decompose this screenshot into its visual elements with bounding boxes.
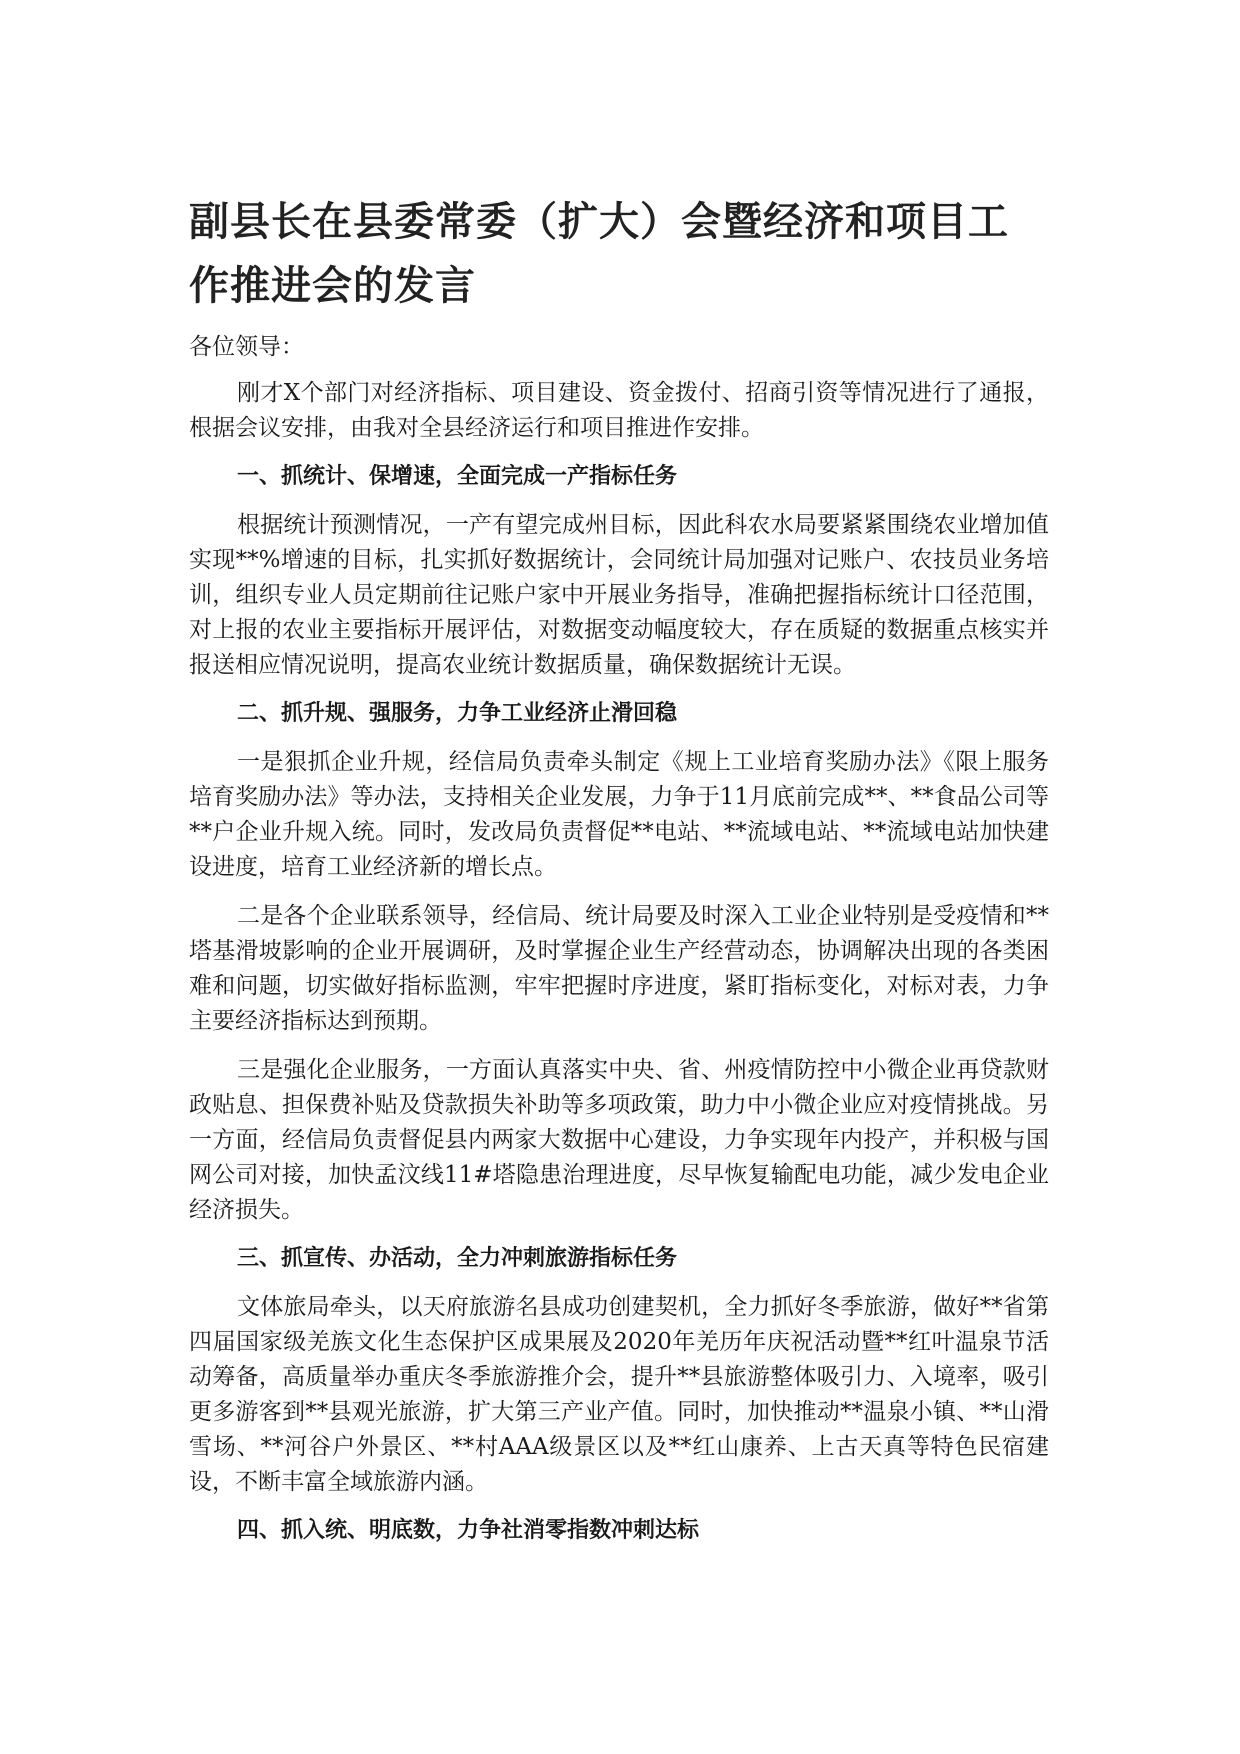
section-2-heading: 二、抓升规、强服务，力争工业经济止滑回稳 (237, 701, 678, 726)
section-2-paragraph-1: 一是狠抓企业升规，经信局负责牵头制定《规上工业培育奖励办法》《限上服务培育奖励办法》等办法，支持相关企业发展，力争于11月底前完成**、**食品公司等**户企业升规入统。同时，发改局负责督促**电站、**流域电站、**流域电站加快建设进度，培育工业经济新的增长点。 (189, 749, 1049, 880)
section-3-paragraph-1: 文体旅局牵头，以天府旅游名县成功创建契机，全力抓好冬季旅游，做好**省第四届国家级羌族文化生态保护区成果展及2020年羌历年庆祝活动暨**红叶温泉节活动筹备，高质量举办重庆冬季旅游推介会，提升**县旅游整体吸引力、入境率，吸引更多游客到**县观光旅游，扩大第三产业产值。同时，加快推动**温泉小镇、**山滑雪场、**河谷户外景区、**村AAA级景区以及**红山康养、上古天真等特色民宿建设，不断丰富全域旅游内涵。 (189, 1294, 1049, 1495)
document-page (189, 190, 1049, 1562)
intro-paragraph: 刚才X个部门对经济指标、项目建设、资金拨付、招商引资等情况进行了通报，根据会议安排，由我对全县经济运行和项目推进作安排。 (189, 380, 1049, 441)
salutation: 各位领导： (189, 334, 304, 360)
section-2-paragraph-2: 二是各个企业联系领导，经信局、统计局要及时深入工业企业特别是受疫情和**塔基滑坡影响的企业开展调研，及时掌握企业生产经营动态，协调解决出现的各类困难和问题，切实做好指标监测，牢牢把握时序进度，紧盯指标变化，对标对表，力争主要经济指标达到预期。 (189, 903, 1049, 1034)
document-title: 副县长在县委常委（扩大）会暨经济和项目工作推进会的发言 (189, 199, 1009, 309)
section-3-heading: 三、抓宣传、办活动，全力冲刺旅游指标任务 (237, 1246, 678, 1271)
section-1-heading: 一、抓统计、保增速，全面完成一产指标任务 (237, 464, 678, 489)
section-1-paragraph-1: 根据统计预测情况，一产有望完成州目标，因此科农水局要紧紧围绕农业增加值实现**%增速的目标，扎实抓好数据统计，会同统计局加强对记账户、农技员业务培训，组织专业人员定期前往记账户家中开展业务指导，准确把握指标统计口径范围，对上报的农业主要指标开展评估，对数据变动幅度较大，存在质疑的数据重点核实并报送相应情况说明，提高农业统计数据质量，确保数据统计无误。 (189, 512, 1049, 678)
section-4-heading: 四、抓入统、明底数，力争社消零指数冲刺达标 (237, 1518, 700, 1543)
section-2-paragraph-3: 三是强化企业服务，一方面认真落实中央、省、州疫情防控中小微企业再贷款财政贴息、担保费补贴及贷款损失补助等多项政策，助力中小微企业应对疫情挑战。另一方面，经信局负责督促县内两家大数据中心建设，力争实现年内投产，并积极与国网公司对接，加快孟汶线11#塔隐患治理进度，尽早恢复输配电功能，减少发电企业经济损失。 (189, 1057, 1049, 1223)
